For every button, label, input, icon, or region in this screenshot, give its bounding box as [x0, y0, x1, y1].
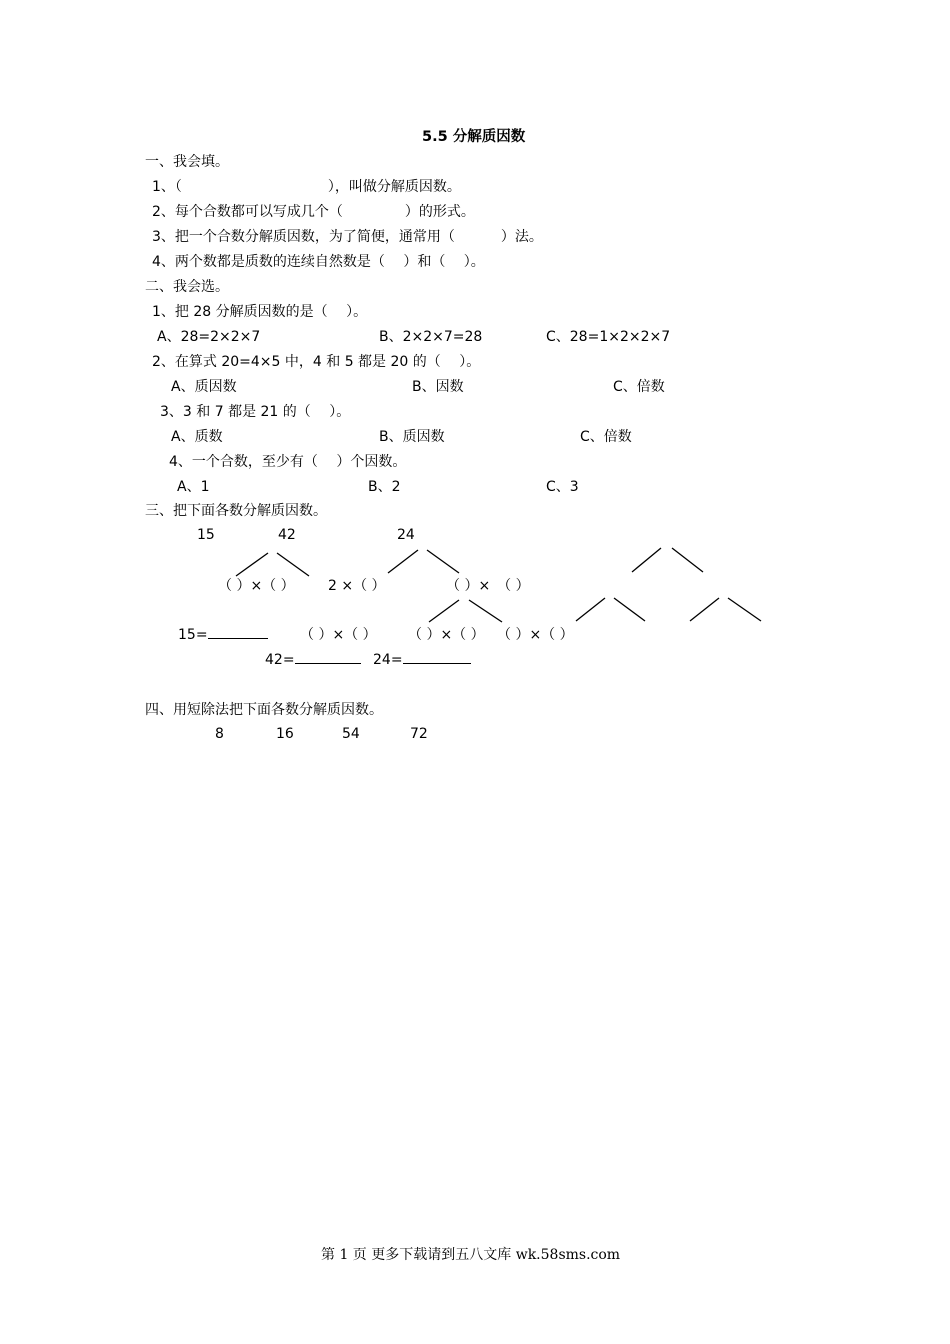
tree-factors-second-a: （ ）×（ ） — [300, 627, 377, 643]
tree-42-factors: （ ）×（ ） — [218, 578, 295, 594]
choice-question-3: 3、3 和 7 都是 21 的（ ）。 — [160, 404, 351, 420]
choice-2-option-c[interactable]: C、倍数 — [613, 379, 665, 395]
answer-24-label: 24= — [373, 652, 403, 668]
page-title: 5.5 分解质因数 — [422, 129, 526, 145]
answer-15 — [178, 626, 268, 644]
section-1-heading: 一、我会填。 — [145, 154, 229, 170]
choice-3-option-a[interactable]: A、质数 — [171, 429, 223, 445]
short-division-number-72: 72 — [410, 726, 428, 742]
short-division-number-54: 54 — [342, 726, 360, 742]
fill-question-4: 4、两个数都是质数的连续自然数是（ ）和（ ）。 — [152, 254, 485, 270]
page-footer: 第 1 页 更多下载请到五八文库 wk.58sms.com — [321, 1247, 621, 1263]
choice-4-option-c[interactable]: C、3 — [546, 479, 579, 495]
tree-root-15: 15 — [197, 527, 215, 543]
choice-3-option-c[interactable]: C、倍数 — [580, 429, 632, 445]
fill-question-1-pre: 1、（ — [152, 179, 182, 195]
answer-24-blank[interactable] — [403, 651, 471, 664]
choice-4-option-a[interactable]: A、1 — [177, 479, 210, 495]
fill-question-2-post: ）的形式。 — [404, 204, 475, 220]
choice-question-2: 2、在算式 20=4×5 中，4 和 5 都是 20 的（ ）。 — [152, 354, 481, 370]
choice-3-option-b[interactable]: B、质因数 — [379, 429, 445, 445]
tree-factors-second-b: （ ）×（ ） — [408, 627, 485, 643]
choice-1-option-b[interactable]: B、2×2×7=28 — [379, 329, 483, 345]
fill-question-3-pre: 3、把一个合数分解质因数，为了简便，通常用（ — [152, 229, 455, 245]
choice-2-option-b[interactable]: B、因数 — [412, 379, 464, 395]
answer-15-label: 15= — [178, 627, 208, 643]
section-3-heading: 三、把下面各数分解质因数。 — [145, 503, 327, 519]
tree-24-factors: （ ）× （ ） — [446, 578, 530, 594]
choice-4-option-b[interactable]: B、2 — [368, 479, 401, 495]
fill-question-1-post: ），叫做分解质因数。 — [327, 179, 461, 195]
tree-root-24: 24 — [397, 527, 415, 543]
short-division-number-16: 16 — [276, 726, 294, 742]
short-division-number-8: 8 — [215, 726, 224, 742]
tree-factors-second-c: （ ）×（ ） — [497, 627, 574, 643]
tree-row-2-factors: 2 ×（ ） — [328, 578, 386, 594]
choice-1-option-a[interactable]: A、28=2×2×7 — [157, 329, 261, 345]
choice-question-4: 4、一个合数，至少有（ ）个因数。 — [169, 454, 407, 470]
answer-24 — [373, 651, 471, 669]
section-2-heading: 二、我会选。 — [145, 279, 229, 295]
choice-1-option-c[interactable]: C、28=1×2×2×7 — [546, 329, 671, 345]
answer-42 — [265, 651, 361, 669]
choice-question-1: 1、把 28 分解质因数的是（ ）。 — [152, 304, 368, 320]
tree-root-42: 42 — [278, 527, 296, 543]
fill-question-2-pre: 2、每个合数都可以写成几个（ — [152, 204, 343, 220]
answer-42-label: 42= — [265, 652, 295, 668]
answer-42-blank[interactable] — [295, 651, 361, 664]
answer-15-blank[interactable] — [208, 626, 268, 639]
choice-2-option-a[interactable]: A、质因数 — [171, 379, 237, 395]
fill-question-3-post: ）法。 — [500, 229, 543, 245]
section-4-heading: 四、用短除法把下面各数分解质因数。 — [145, 702, 383, 718]
